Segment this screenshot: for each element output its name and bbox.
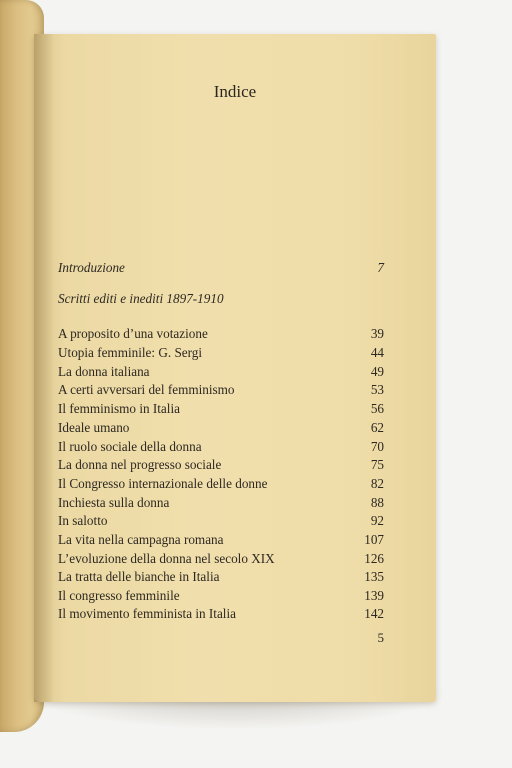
toc-section-label: Scritti editi e inediti 1897-1910	[58, 291, 224, 306]
toc-entry	[58, 550, 384, 568]
toc-entry-page: 126	[364, 551, 384, 566]
toc-entry-title: La vita nella campagna romana	[58, 532, 224, 547]
toc-intro-page: 7	[377, 260, 384, 275]
toc-entry-title: Il movimento femminista in Italia	[58, 606, 236, 621]
toc-entry-page: 75	[370, 457, 384, 472]
toc-entry	[58, 568, 384, 586]
toc-entry	[58, 325, 384, 343]
toc-entry	[58, 344, 384, 362]
toc-entry-title: La tratta delle bianche in Italia	[58, 569, 220, 584]
toc-entry-title: Il ruolo sociale della donna	[58, 439, 202, 454]
toc-entry-title: La donna nel progresso sociale	[58, 457, 222, 472]
toc-entry-page: 139	[364, 588, 384, 603]
toc-entry-title: L’evoluzione della donna nel secolo XIX	[58, 551, 275, 566]
toc-entry	[58, 605, 384, 623]
toc-entry-page: 53	[370, 382, 384, 397]
toc-entry-title: A proposito d’una votazione	[58, 326, 208, 341]
toc-intro-label: Introduzione	[58, 260, 125, 275]
toc-entry	[58, 381, 384, 399]
toc-entry	[58, 363, 384, 381]
toc-entry	[58, 531, 384, 549]
toc-entry-page: 92	[370, 513, 384, 528]
toc-entry	[58, 475, 384, 493]
toc-entry	[58, 438, 384, 456]
toc-entry-title: Ideale umano	[58, 420, 130, 435]
toc-entry-page: 142	[364, 606, 384, 621]
toc-entry-title: Utopia femminile: G. Sergi	[58, 345, 203, 360]
toc-entry-title: Inchiesta sulla donna	[58, 495, 170, 510]
page-title: Indice	[213, 82, 257, 101]
toc-entry-title: La donna italiana	[58, 364, 150, 379]
toc-entry-title: Il femminismo in Italia	[58, 401, 180, 416]
toc-entry-title: Il congresso femminile	[58, 588, 180, 603]
toc-entry-title: A certi avversari del femminismo	[58, 382, 235, 397]
toc-entry-page: 39	[370, 326, 384, 341]
toc-entry	[58, 512, 384, 530]
page-number: 5	[377, 630, 384, 645]
toc-entry-title: Il Congresso internazionale delle donne	[58, 476, 268, 491]
toc-entry	[58, 419, 384, 437]
toc-entry	[58, 456, 384, 474]
toc-entry-page: 88	[370, 495, 384, 510]
toc-entry-page: 135	[364, 569, 384, 584]
toc-entry-page: 107	[364, 532, 384, 547]
toc-intro	[58, 259, 384, 277]
toc-entry-page: 44	[370, 345, 384, 360]
toc-entry-page: 49	[370, 364, 384, 379]
toc-entry-page: 56	[370, 401, 384, 416]
toc-entry	[58, 400, 384, 418]
toc-entry	[58, 494, 384, 512]
toc-entry	[58, 587, 384, 605]
toc-entry-title: In salotto	[58, 513, 108, 528]
toc-entry-page: 70	[370, 439, 384, 454]
toc-section-heading	[58, 290, 384, 308]
toc-entry-page: 62	[370, 420, 384, 435]
page-gutter	[34, 34, 54, 702]
toc-entry-page: 82	[370, 476, 384, 491]
